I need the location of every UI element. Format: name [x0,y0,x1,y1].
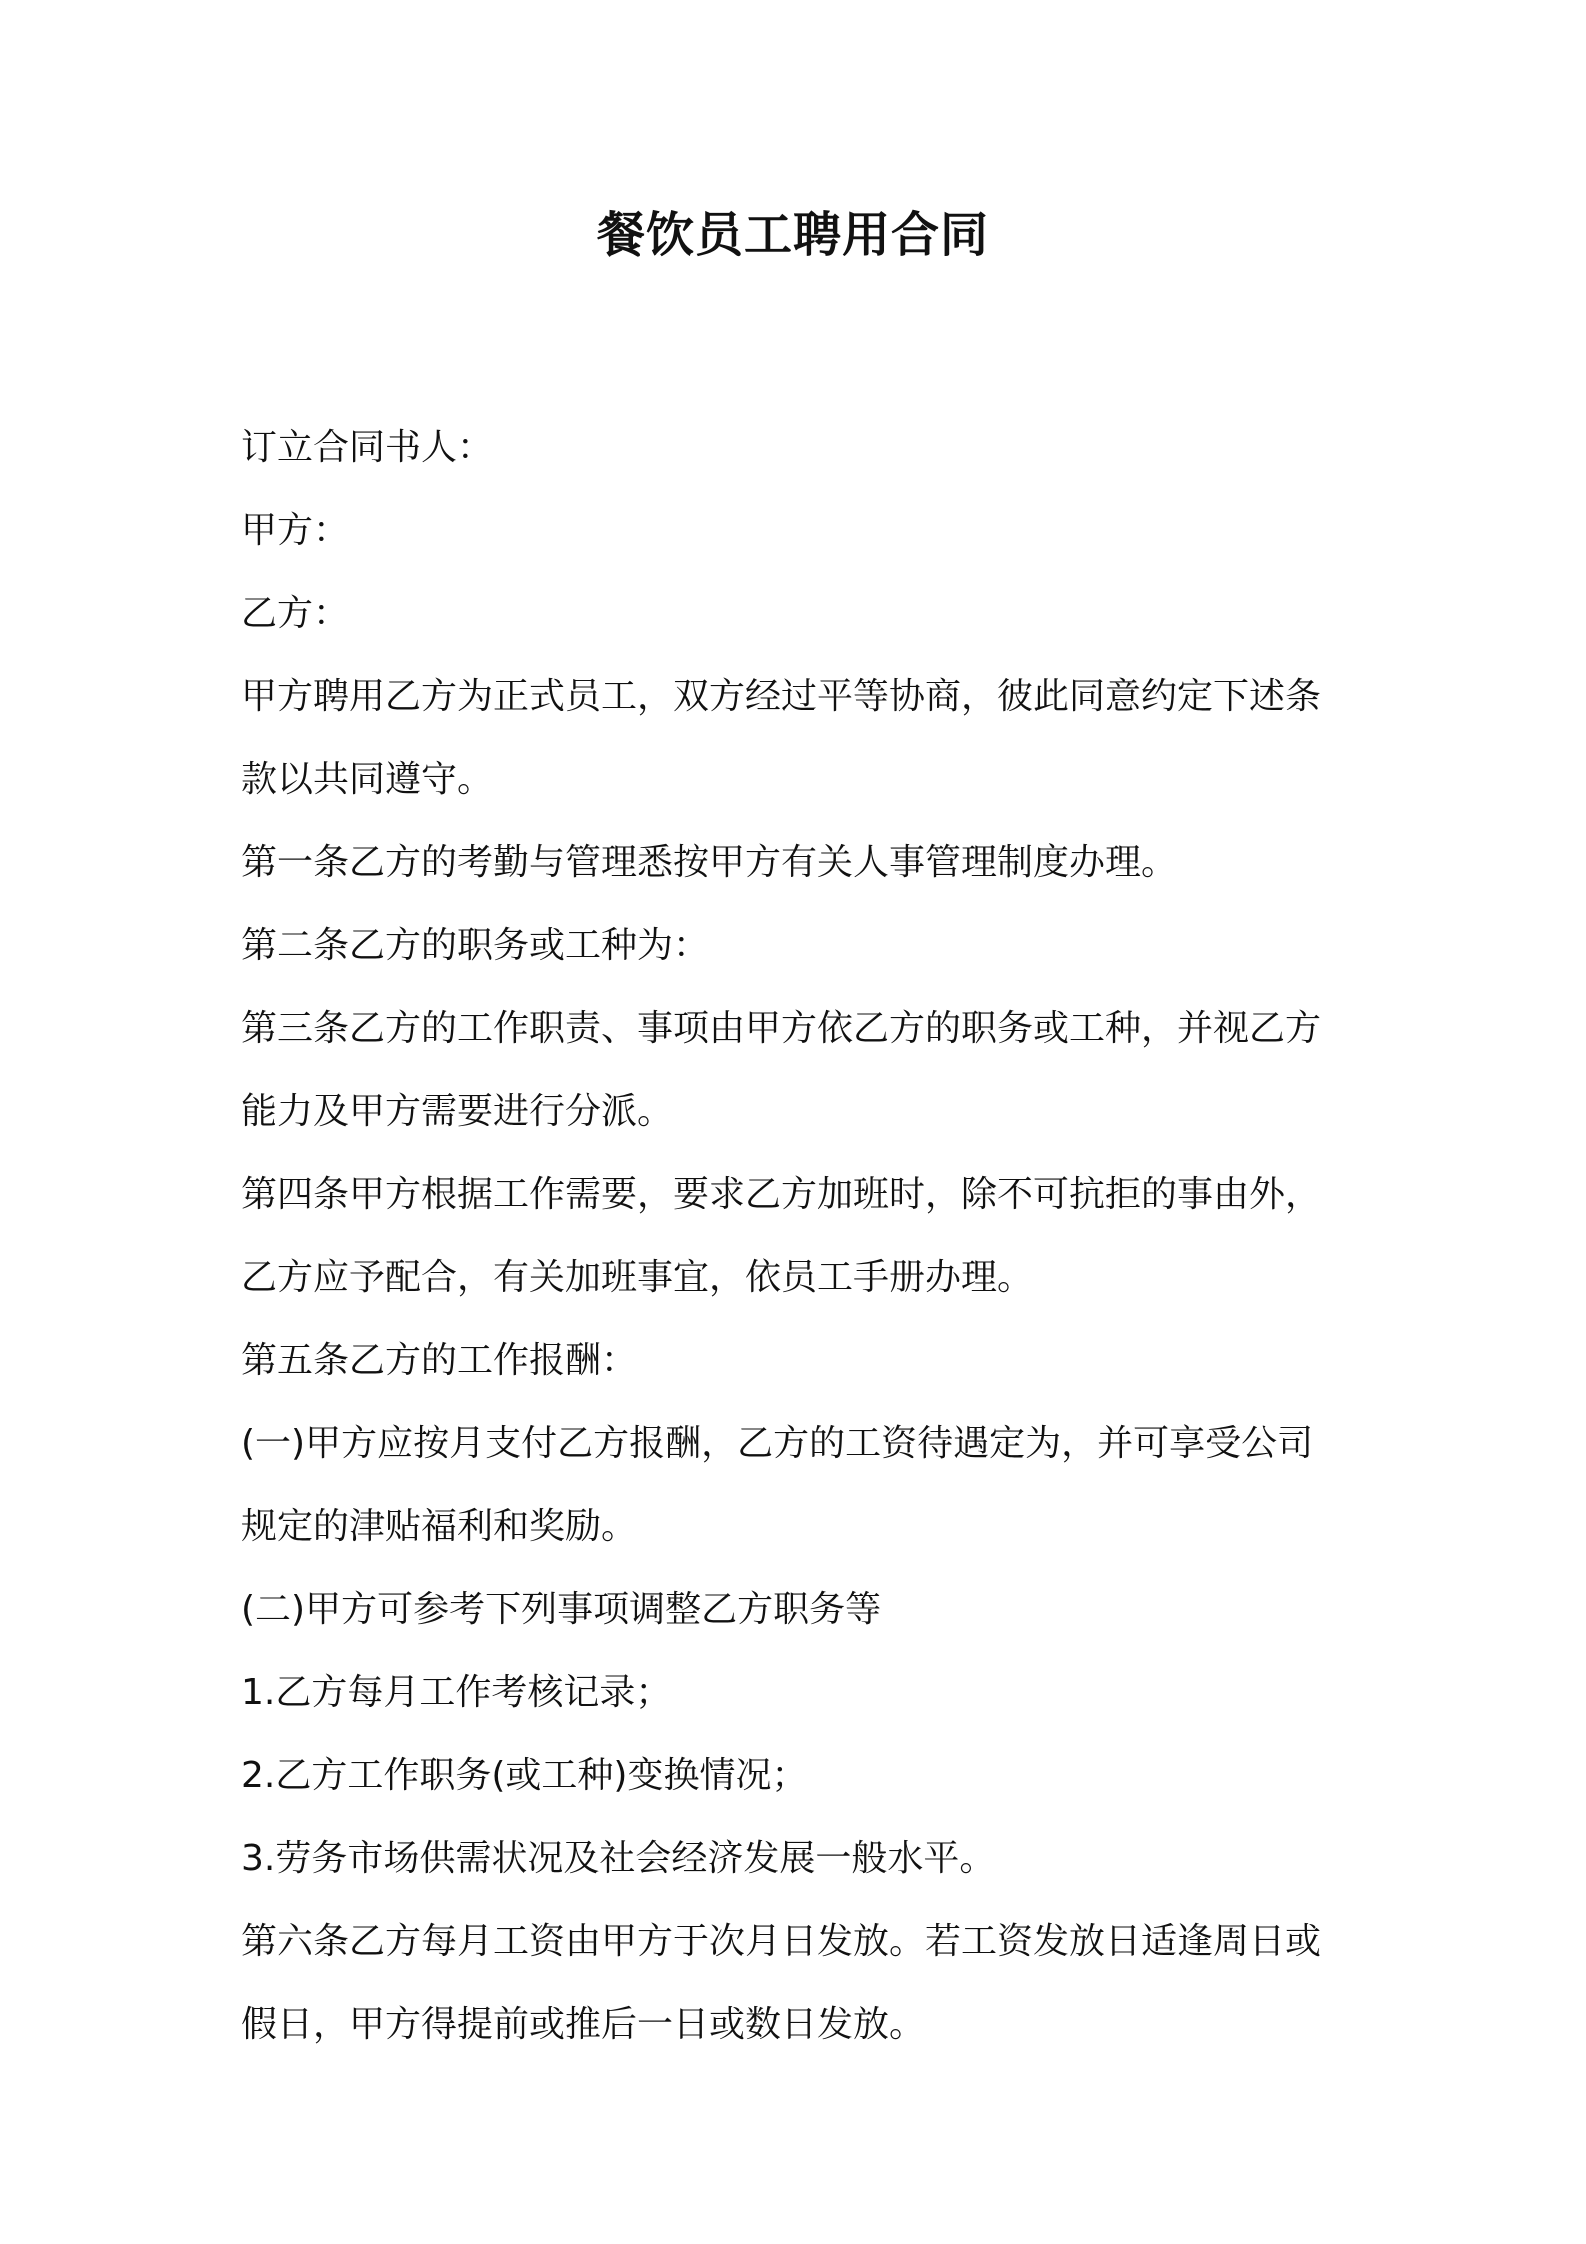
body-line: 甲方聘用乙方为正式员工，双方经过平等协商，彼此同意约定下述条 [241,676,1322,717]
document-title: 餐饮员工聘用合同 [596,207,989,263]
body-line-item-1: 1.乙方每月工作考核记录； [241,1672,672,1713]
body-line-article-4: 第四条甲方根据工作需要，要求乙方加班时，除不可抗拒的事由外， [241,1174,1322,1215]
body-line-clause-1: (一)甲方应按月支付乙方报酬，乙方的工资待遇定为，并可享受公司 [241,1423,1314,1464]
body-line-article-1: 第一条乙方的考勤与管理悉按甲方有关人事管理制度办理。 [241,842,1178,883]
body-line: 款以共同遵守。 [241,759,494,800]
body-line-item-3: 3.劳务市场供需状况及社会经济发展一般水平。 [241,1838,996,1879]
body-line-item-2: 2.乙方工作职务(或工种)变换情况； [241,1755,808,1796]
body-line-party-header: 订立合同书人： [241,427,494,468]
body-line: 乙方应予配合，有关加班事宜，依员工手册办理。 [241,1257,1034,1298]
body-line-article-5: 第五条乙方的工作报酬： [241,1340,638,1381]
contract-body [241,406,1366,2066]
body-line-article-3: 第三条乙方的工作职责、事项由甲方依乙方的职务或工种，并视乙方 [241,1008,1322,1049]
body-line-clause-2: (二)甲方可参考下列事项调整乙方职务等 [241,1589,882,1630]
body-line: 规定的津贴福利和奖励。 [241,1506,638,1547]
body-line-party-b: 乙方： [241,593,350,634]
body-line-article-2: 第二条乙方的职务或工种为： [241,925,710,966]
body-line-article-6: 第六条乙方每月工资由甲方于次月日发放。若工资发放日适逢周日或 [241,1921,1322,1962]
body-line: 能力及甲方需要进行分派。 [241,1091,674,1132]
body-line-party-a: 甲方： [241,510,350,551]
body-line: 假日，甲方得提前或推后一日或数日发放。 [241,2004,926,2045]
